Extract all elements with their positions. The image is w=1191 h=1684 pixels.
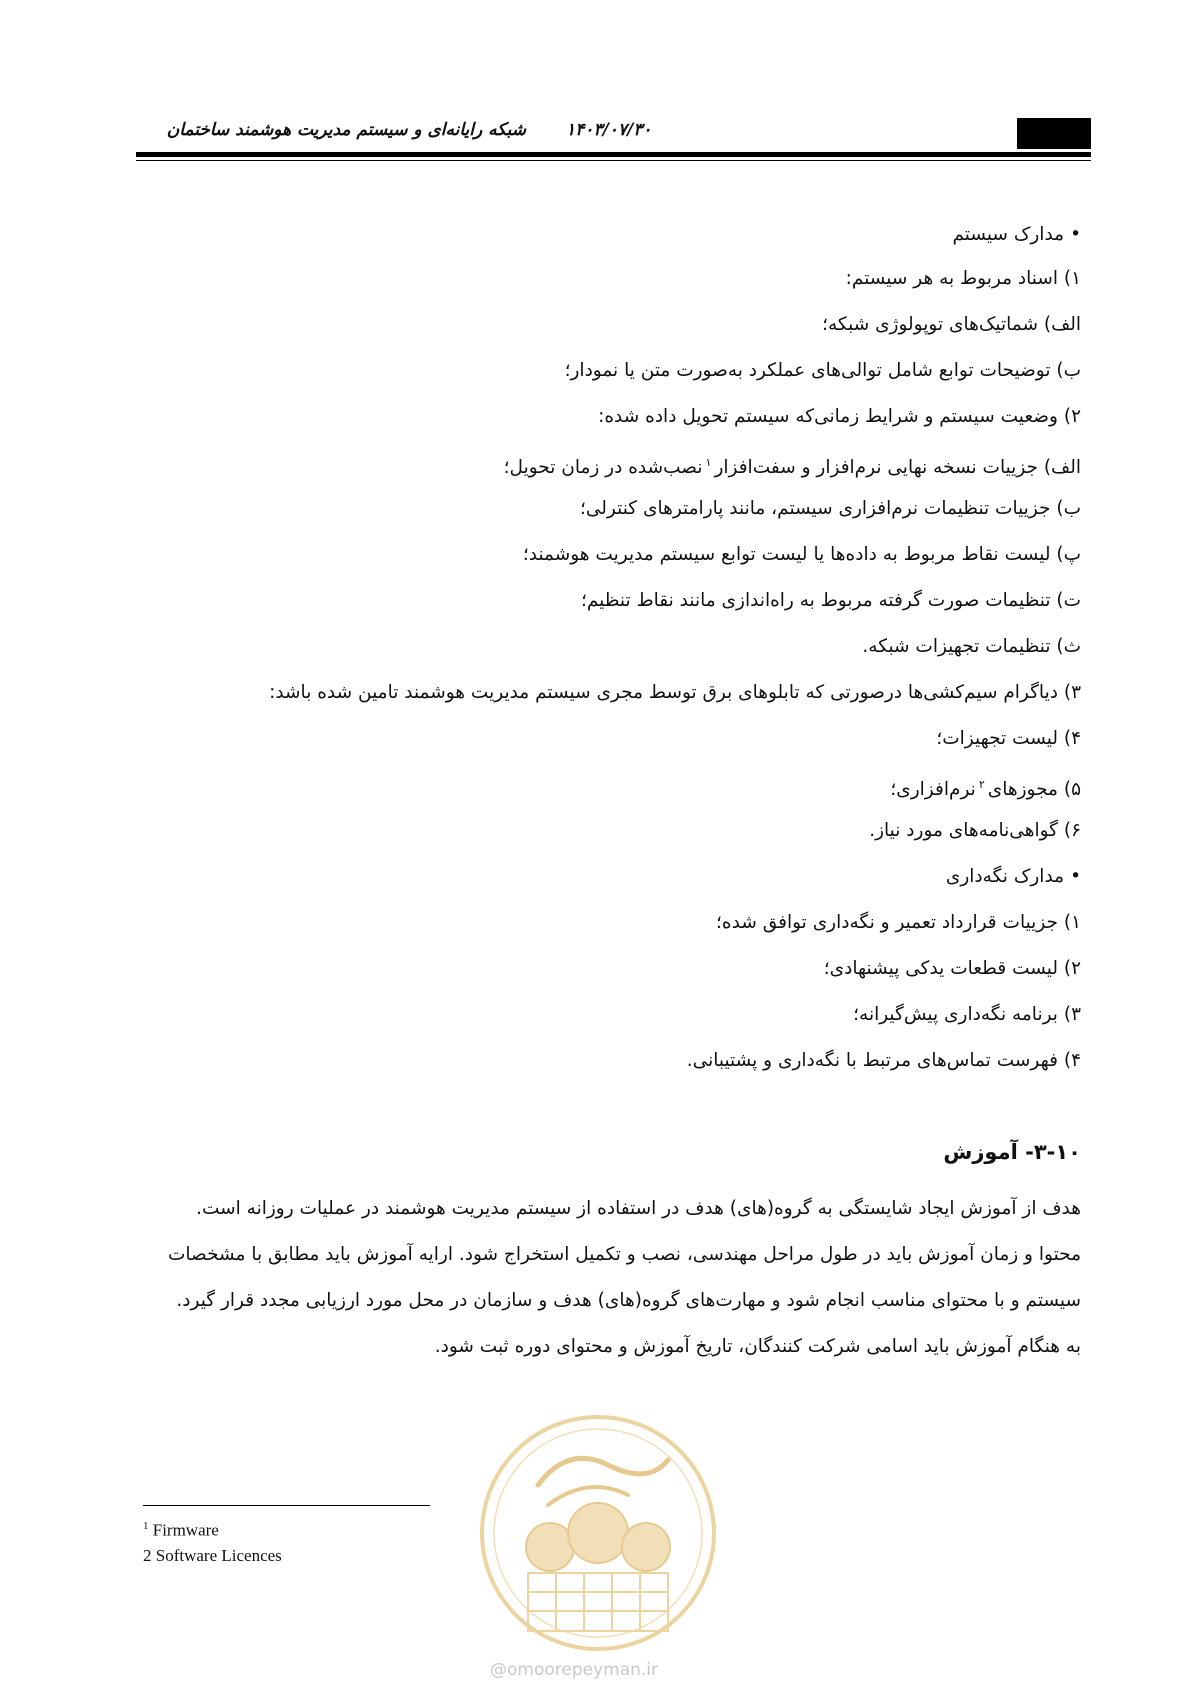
- header-title: شبکه رایانه‌ای و سیستم مدیریت هوشمند ساختمان: [166, 120, 526, 140]
- paragraph-line-2: محتوا و زمان آموزش باید در طول مراحل مهندسی، نصب و تکمیل استخراج شود. ارایه آموزش باید مطابق با مشخصات: [167, 1244, 1081, 1265]
- system-docs-heading: • مدارک سیستم: [952, 222, 1081, 248]
- footnote-rule: [143, 1505, 430, 1506]
- item-2a-text: الف) جزییات نسخه نهایی نرم‌افزار و سفت‌افزار: [714, 457, 1081, 479]
- paragraph-line-3: سیستم و با محتوای مناسب انجام شود و مهارت‌های گروه(های) هدف و سازمان در محل مورد ارزیابی مجدد قرار گیرد.: [176, 1290, 1081, 1311]
- watermark-url: @omoorepeyman.ir: [490, 1660, 659, 1680]
- paragraph-line-1: هدف از آموزش ایجاد شایستگی به گروه(های) هدف در استفاده از سیستم مدیریت هوشمند در عملیات روزانه است.: [196, 1198, 1081, 1219]
- maint-docs-item-4: ۴) فهرست تماس‌های مرتبط با نگه‌داری و پشتیبانی.: [686, 1050, 1081, 1071]
- maint-docs-heading: • مدارک نگه‌داری: [946, 864, 1081, 890]
- section-heading: ۳-۱۰- آموزش: [943, 1140, 1081, 1164]
- system-docs-item-3: ۳) دیاگرام سیم‌کشی‌ها درصورتی که تابلوهای برق توسط مجری سیستم مدیریت هوشمند تامین شده باشد:: [269, 682, 1081, 703]
- page-number-box: [1017, 118, 1091, 149]
- header-rule-thin: [136, 160, 1091, 161]
- system-docs-item-1a: الف) شماتیک‌های توپولوژی شبکه؛: [822, 314, 1081, 335]
- maint-docs-item-2: ۲) لیست قطعات یدکی پیشنهادی؛: [823, 958, 1081, 979]
- footnote-1-number: 1: [143, 1520, 149, 1532]
- system-docs-item-2b: ب) جزییات تنظیمات نرم‌افزاری سیستم، مانند پارامترهای کنترلی؛: [579, 498, 1081, 519]
- header-rule-thick: [136, 152, 1091, 157]
- system-docs-item-4: ۴) لیست تجهیزات؛: [936, 728, 1081, 749]
- header-date: ۱۴۰۳/۰۷/۳۰: [566, 120, 652, 140]
- maint-docs-item-3: ۳) برنامه نگه‌داری پیش‌گیرانه؛: [853, 1004, 1081, 1025]
- system-docs-item-6: ۶) گواهی‌نامه‌های مورد نیاز.: [869, 820, 1081, 841]
- footnote-1: [143, 1520, 219, 1541]
- system-docs-item-1b: ب) توضیحات توابع شامل توالی‌های عملکرد به‌صورت متن یا نمودار؛: [564, 360, 1081, 381]
- item-5-text-end: نرم‌افزاری؛: [890, 779, 976, 801]
- footnote-ref-1: ۱: [705, 456, 712, 469]
- system-docs-item-2a: [504, 450, 1081, 481]
- footnote-1-text: Firmware: [152, 1520, 219, 1540]
- item-5-text: ۵) مجوزهای: [987, 779, 1081, 801]
- system-docs-item-2t: ت) تنظیمات صورت گرفته مربوط به راه‌اندازی مانند نقاط تنظیم؛: [580, 590, 1081, 611]
- item-2a-text-end: نصب‌شده در زمان تحویل؛: [503, 457, 703, 479]
- footnote-ref-2: ۲: [978, 778, 985, 791]
- paragraph-line-4: به هنگام آموزش باید اسامی شرکت کنندگان، تاریخ آموزش و محتوای دوره ثبت شود.: [434, 1336, 1081, 1357]
- watermark-logo: [478, 1405, 718, 1665]
- system-docs-item-2: ۲) وضعیت سیستم و شرایط زمانی‌که سیستم تحویل داده شده:: [598, 406, 1081, 427]
- system-docs-item-1: ۱) اسناد مربوط به هر سیستم:: [845, 268, 1081, 289]
- maint-docs-item-1: ۱) جزییات قرارداد تعمیر و نگه‌داری توافق شده؛: [716, 912, 1081, 933]
- footnote-2: 2 Software Licences: [143, 1546, 282, 1565]
- system-docs-item-2th: ث) تنظیمات تجهیزات شبکه.: [862, 636, 1081, 657]
- system-docs-item-2p: پ) لیست نقاط مربوط به داده‌ها یا لیست توابع سیستم مدیریت هوشمند؛: [522, 544, 1081, 565]
- system-docs-item-5: [890, 772, 1081, 803]
